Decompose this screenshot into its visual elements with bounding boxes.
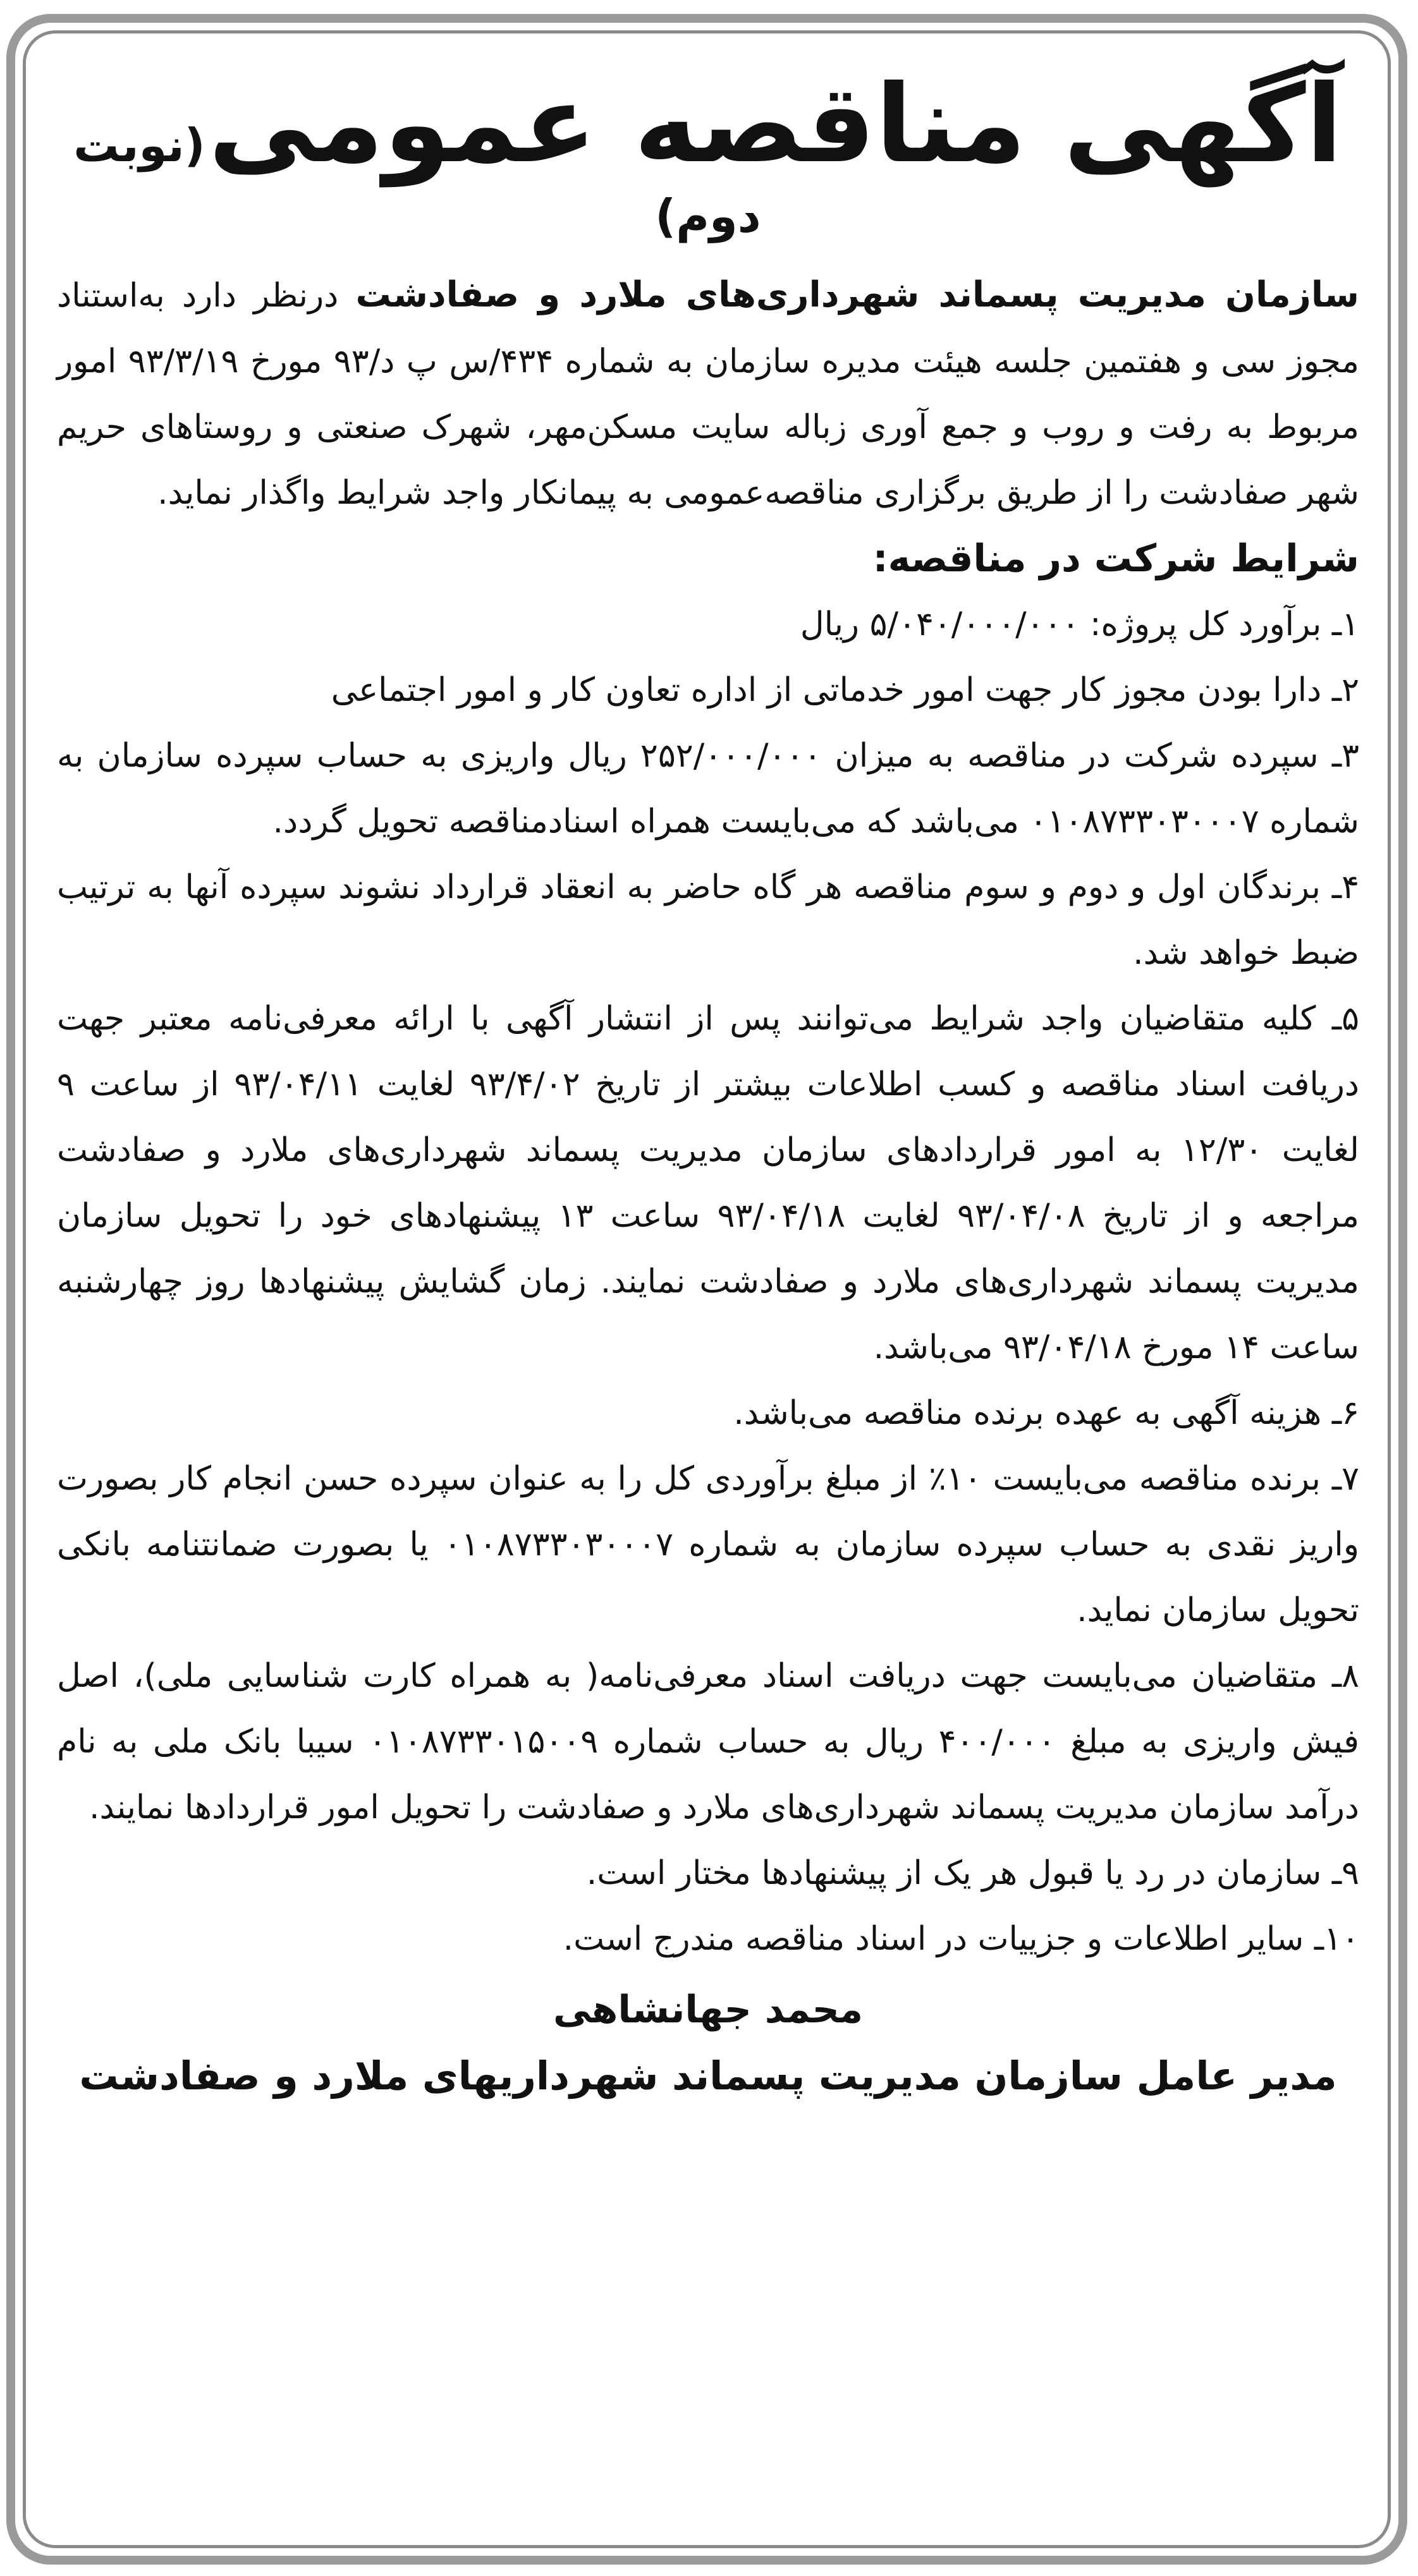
condition-item: ۶ـ هزینه آگهی به عهده برنده مناقصه می‌باشد. (733, 1394, 1359, 1433)
notice-title (57, 60, 1359, 243)
notice-body (57, 60, 1359, 2111)
conditions-heading: شرایط شرکت در مناقصه: (872, 537, 1359, 581)
title-main: آگهی مناقصه عمومی (208, 62, 1343, 187)
title-suffix: (نوبت دوم) (73, 119, 761, 243)
intro-organization: سازمان مدیریت پسماند شهرداری‌های ملارد و صفادشت (355, 274, 1359, 316)
signatory-name: محمد جهانشاهی (553, 1988, 863, 2032)
signatory-role: مدیر عامل سازمان مدیریت پسماند شهرداریهای ملارد و صفادشت (79, 2053, 1337, 2099)
intro-text: درنظر دارد به‌استناد مجوز سی و هفتمین جلسه هیئت مدیره سازمان به شماره ۴۳۴/س پ د/۹۳ مورخ ۹۳/۳/۱۹ امور مربوط به رفت و روب و جمع آوری زباله سایت مسکن‌مهر، شهرک صنعتی و روستاهای حریم شهر صفادشت را از طریق برگزاری مناقصه‌عمومی به پیمانکار واجد شرایط واگذار نماید. (57, 277, 1360, 513)
condition-item: ۱۰ـ سایر اطلاعات و جزییات در اسناد مناقصه مندرج است. (563, 1920, 1359, 1959)
condition-item: ۵ـ کلیه متقاضیان واجد شرایط می‌توانند پس از انتشار آگهی با ارائه معرفی‌نامه معتبر جهت دریافت اسناد مناقصه و کسب اطلاعات بیشتر از تاریخ ۹۳/۴/۰۲ لغایت ۹۳/۰۴/۱۱ از ساعت ۹ لغایت ۱۲/۳۰ به امور قراردادهای سازمان مدیریت پسماند شهرداری‌های ملارد و صفادشت مراجعه و از تاریخ ۹۳/۰۴/۰۸ لغایت ۹۳/۰۴/۱۸ ساعت ۱۳ پیشنهادهای خود را تحویل سازمان مدیریت پسماند شهرداری‌های ملارد و صفادشت نمایند. زمان گشایش پیشنهادها روز چهارشنبه ساعت ۱۴ مورخ ۹۳/۰۴/۱۸ می‌باشد. (57, 1000, 1360, 1367)
condition-item: ۱ـ برآورد کل پروژه: ۵/۰۴۰/۰۰۰/۰۰۰ ریال (800, 605, 1359, 644)
condition-item: ۲ـ دارا بودن مجوز کار جهت امور خدماتی از اداره تعاون کار و امور اجتماعی (331, 671, 1359, 710)
condition-item: ۹ـ سازمان در رد یا قبول هر یک از پیشنهادها مختار است. (586, 1854, 1359, 1893)
intro-paragraph (57, 262, 1359, 526)
condition-item: ۷ـ برنده مناقصه می‌بایست ۱۰٪ از مبلغ برآوردی کل را به عنوان سپرده حسن انجام کار بصورت واریز نقدی به حساب سپرده سازمان به شماره ۰۱۰۸۷۳۳۰۳۰۰۰۷ یا بصورت ضمانتنامه بانکی تحویل سازمان نماید. (57, 1460, 1359, 1630)
condition-item: ۸ـ متقاضیان می‌بایست جهت دریافت اسناد معرفی‌نامه( به همراه کارت شناسایی ملی)، اصل فیش واریزی به مبلغ ۴۰۰/۰۰۰ ریال به حساب شماره ۰۱۰۸۷۳۳۰۱۵۰۰۹ سیبا بانک ملی به نام درآمد سازمان مدیریت پسماند شهرداری‌های ملارد و صفادشت را تحویل امور قراردادها نمایند. (57, 1657, 1359, 1827)
condition-item: ۳ـ سپرده شرکت در مناقصه به میزان ۲۵۲/۰۰۰/۰۰۰ ریال واریزی به حساب سپرده سازمان به شماره ۰۱۰۸۷۳۳۰۳۰۰۰۷ می‌باشد که می‌بایست همراه اسنادمناقصه تحویل گردد. (57, 737, 1359, 841)
condition-item: ۴ـ برندگان اول و دوم و سوم مناقصه هر گاه حاضر به انعقاد قرارداد نشوند سپرده آنها به ترتیب ضبط خواهد شد. (57, 868, 1359, 973)
